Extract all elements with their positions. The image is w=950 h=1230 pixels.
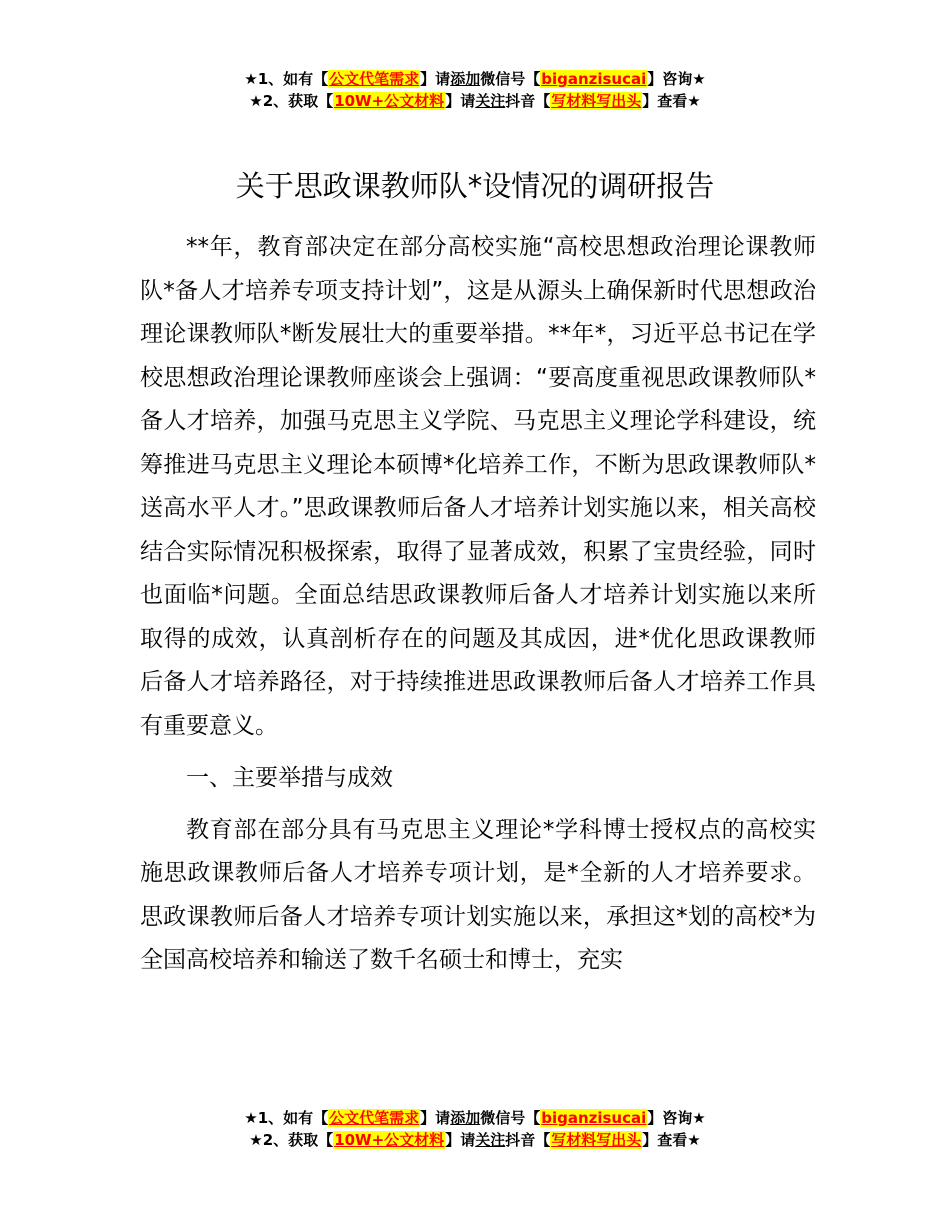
banner-highlight: 10W+公文材料 (334, 92, 445, 110)
banner-highlight: 写材料写出头 (551, 1131, 642, 1149)
header-banner (0, 68, 950, 112)
banner-emphasis: 关注 (475, 1131, 506, 1149)
banner-highlight: biganzisucai (541, 1109, 647, 1127)
banner-text: 】请 (420, 70, 451, 88)
banner-line-2 (0, 1129, 950, 1151)
banner-text: ★2、获取【 (249, 1131, 334, 1149)
banner-text: ★1、如有【 (244, 1109, 329, 1127)
banner-text: 抖音【 (505, 1131, 551, 1149)
banner-emphasis: 添加 (450, 1109, 481, 1127)
banner-text: 微信号【 (480, 1109, 541, 1127)
banner-highlight: 公文代笔需求 (329, 70, 420, 88)
banner-text: ★1、如有【 (244, 70, 329, 88)
banner-text: 】咨询★ (647, 1109, 706, 1127)
banner-text: 】咨询★ (647, 70, 706, 88)
banner-text: ★2、获取【 (249, 92, 334, 110)
body-paragraph: **年，教育部决定在部分高校实施“高校思想政治理论课教师队*备人才培养专项支持计划”，这是从源头上确保新时代思想政治理论课教师队*断发展壮大的重要举措。**年*，习近平总书记在学校思想政治理论课教师座谈会上强调：“要高度重视思政课教师队*备人才培养，加强马克思主义学院、马克思主义理论学科建设，统筹推进马克思主义理论本硕博*化培养工作，不断为思政课教师队*送高水平人才。”思政课教师后备人才培养计划实施以来，相关高校结合实际情况积极探索，取得了显著成效，积累了宝贵经验，同时也面临*问题。全面总结思政课教师后备人才培养计划实施以来所取得的成效，认真剖析存在的问题及其成因，进*优化思政课教师后备人才培养路径，对于持续推进思政课教师后备人才培养工作具有重要意义。 (140, 234, 816, 739)
banner-text: 】查看★ (642, 92, 701, 110)
banner-line-1 (0, 1107, 950, 1129)
banner-line-2 (0, 90, 950, 112)
banner-highlight: biganzisucai (541, 70, 647, 88)
banner-text: 微信号【 (480, 70, 541, 88)
section-heading: 一、主要举措与成效 (186, 765, 393, 791)
banner-highlight: 10W+公文材料 (334, 1131, 445, 1149)
document-title: 关于思政课教师队*设情况的调研报告 (235, 169, 715, 203)
banner-highlight: 公文代笔需求 (329, 1109, 420, 1127)
document-body (140, 226, 816, 983)
banner-emphasis: 关注 (475, 92, 506, 110)
banner-text: 】请 (445, 1131, 476, 1149)
banner-emphasis: 添加 (450, 70, 481, 88)
banner-text: 】请 (420, 1109, 451, 1127)
banner-highlight: 写材料写出头 (551, 92, 642, 110)
banner-line-1 (0, 68, 950, 90)
banner-text: 抖音【 (505, 92, 551, 110)
body-paragraph: 教育部在部分具有马克思主义理论*学科博士授权点的高校实施思政课教师后备人才培养专项计划，是*全新的人才培养要求。思政课教师后备人才培养专项计划实施以来，承担这*划的高校*为全国高校培养和输送了数千名硕士和博士，充实 (140, 816, 816, 973)
banner-text: 】请 (445, 92, 476, 110)
footer-banner (0, 1107, 950, 1151)
banner-text: 】查看★ (642, 1131, 701, 1149)
